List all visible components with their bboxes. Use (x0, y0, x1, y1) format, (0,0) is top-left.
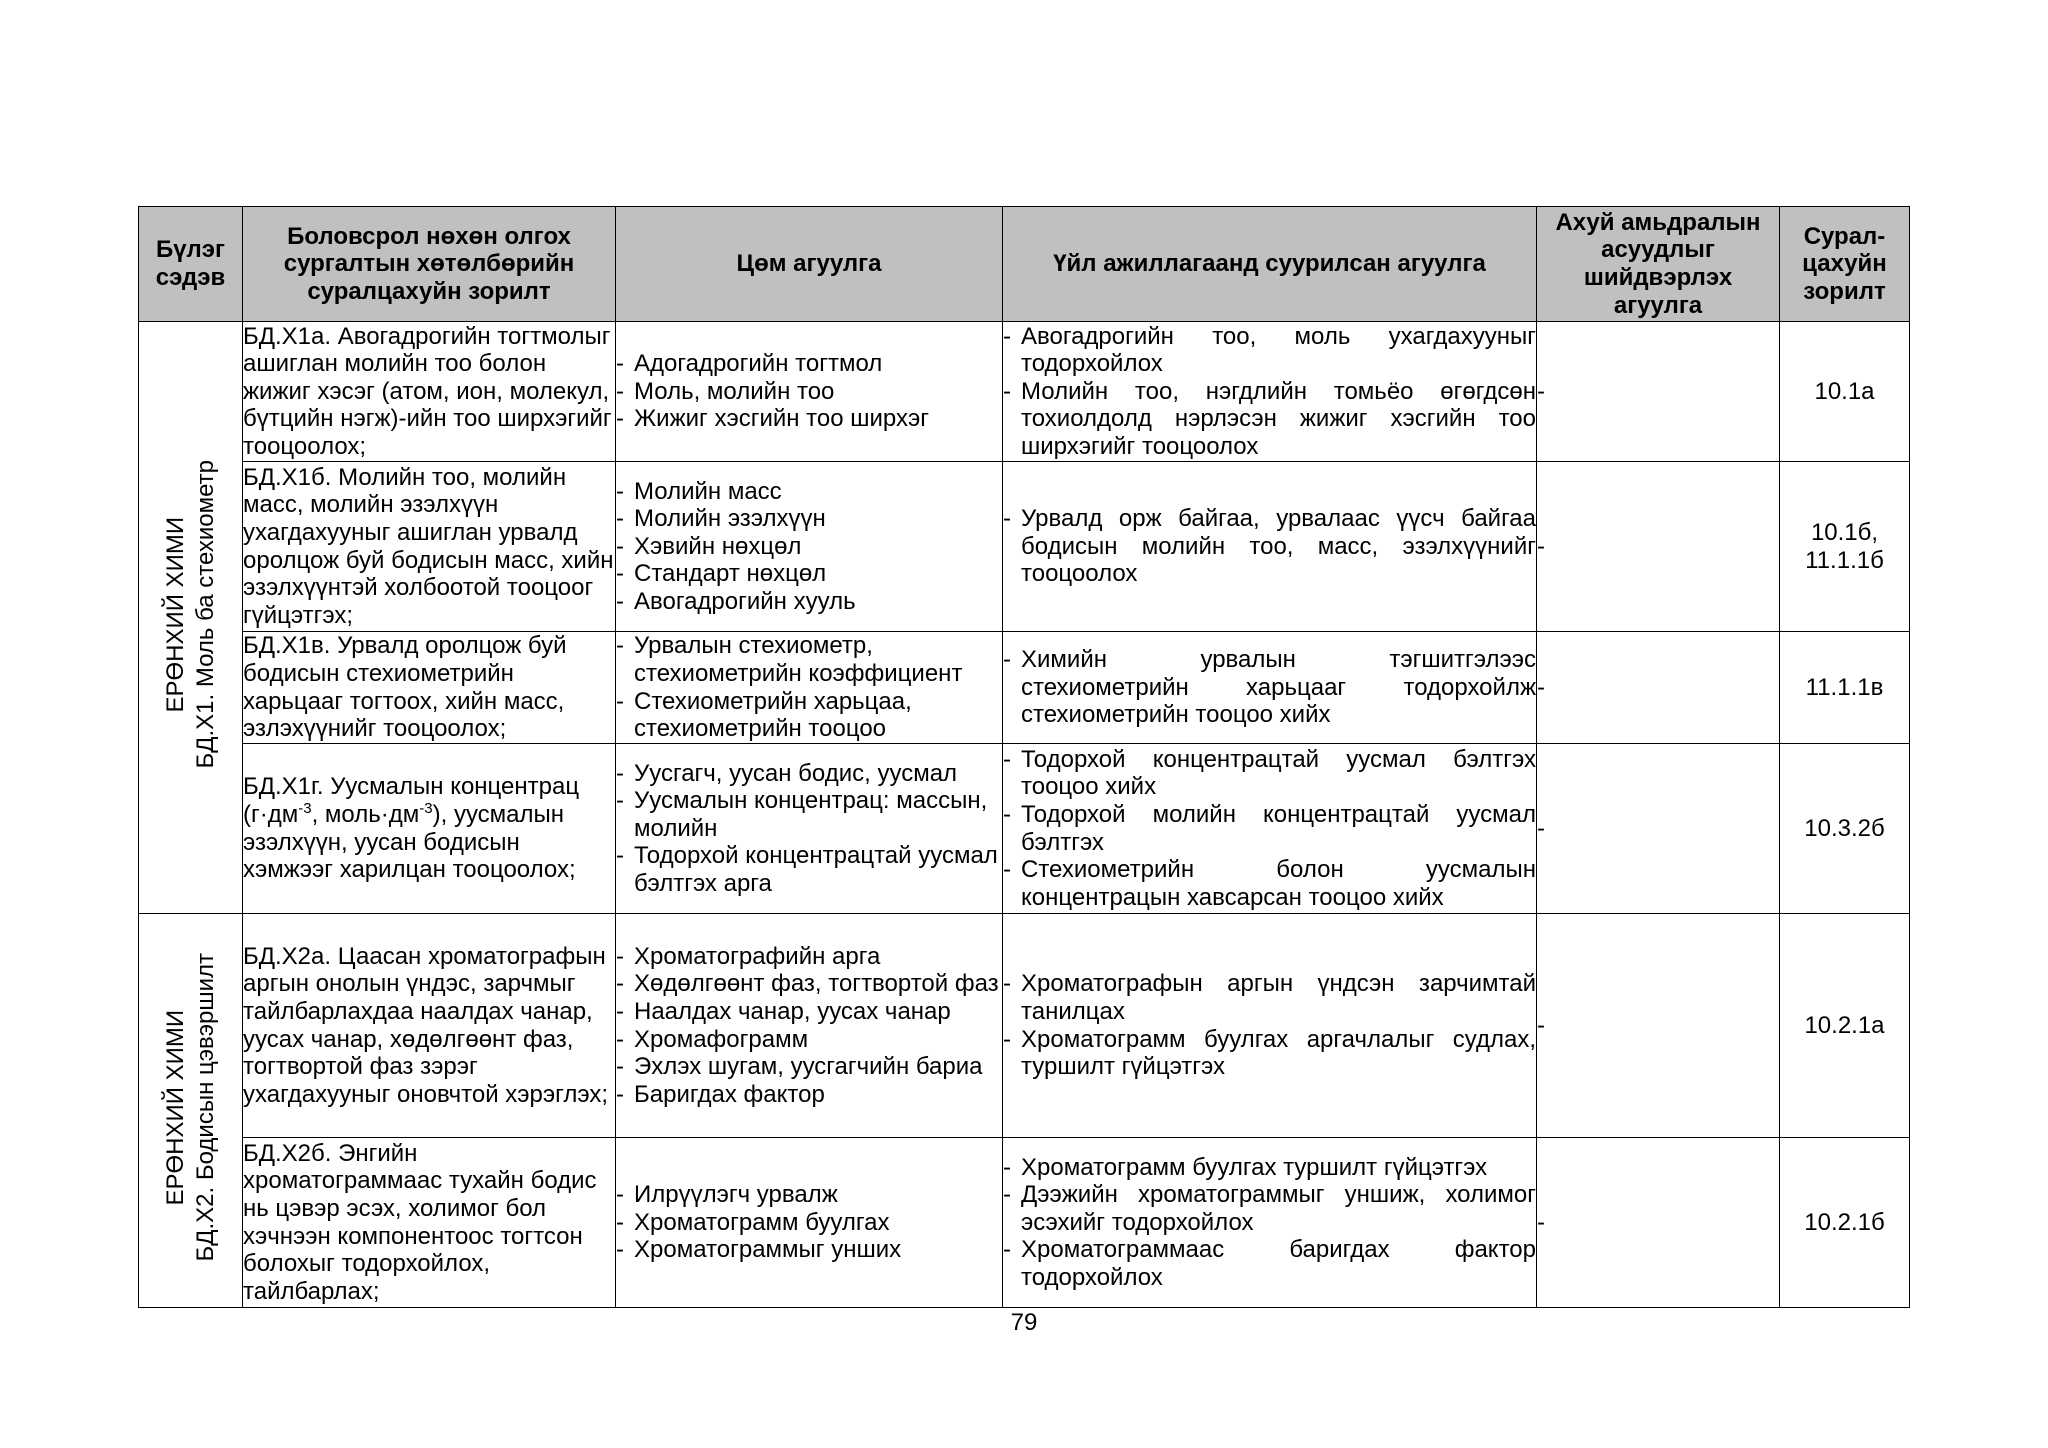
list-item: - Стандарт нөхцөл (616, 560, 1002, 588)
list-item: - Авогадрогийн хууль (616, 588, 1002, 616)
group-subject: ЕРӨНХИЙ ХИМИ (161, 1009, 189, 1206)
objective-code-cell: 10.3.2б (1780, 744, 1910, 914)
list-item: - Наалдах чанар, уусах чанар (616, 998, 1002, 1026)
core-content-cell (616, 1138, 1003, 1308)
core-content-cell (616, 462, 1003, 632)
objective-text: ), уусмалын эзэлхүүн, уусан бодисын хэмжээг харилцан тооцоолох; (243, 800, 576, 884)
group-cell (139, 322, 243, 914)
list-item: - Уусмалын концентрац: массын, молийн (616, 787, 1002, 842)
table-row (139, 462, 1910, 632)
list-item: - Хэвийн нөхцөл (616, 533, 1002, 561)
header-core-content: Цөм агуулга (616, 207, 1003, 322)
core-content-cell (616, 322, 1003, 462)
objective-cell (243, 1138, 616, 1308)
superscript: -3 (298, 799, 312, 817)
group-cell (139, 914, 243, 1308)
list-item: - Урвалын стехиометр, стехиометрийн коэффициент (616, 632, 1002, 687)
list-item: - Илрүүлэгч урвалж (616, 1181, 1002, 1209)
activity-content-list (1003, 323, 1536, 461)
activity-content-list (1003, 746, 1536, 912)
table-row (139, 322, 1910, 462)
life-content-cell: - (1537, 462, 1780, 632)
objective-cell (243, 914, 616, 1138)
objective-code-cell: 10.2.1б (1780, 1138, 1910, 1308)
list-item: - Авогадрогийн тоо, моль ухагдахууныг тодорхойлох (1003, 323, 1536, 378)
list-item: - Молийн тоо, нэгдлийн томьёо өгөгдсөн тохиолдолд нэрлэсэн жижиг хэсгийн тоо ширхэгийг тооцоолох (1003, 378, 1536, 461)
table-row (139, 914, 1910, 1138)
core-content-list (616, 943, 1002, 1109)
list-item: - Моль, молийн тоо (616, 378, 1002, 406)
objective-text: , моль·дм (311, 800, 420, 828)
table-row (139, 632, 1910, 744)
list-item: - Хроматограммыг унших (616, 1236, 1002, 1264)
list-item: - Хроматографийн арга (616, 943, 1002, 971)
objective-code-cell: 10.1а (1780, 322, 1910, 462)
list-item: - Хроматограммаас баригдах фактор тодорхойлох (1003, 1236, 1536, 1291)
objective-text: БД.Х2а. Цаасан хроматографын аргын онолын үндэс, зарчмыг тайлбарлахдаа наалдах чанар, уусах чанар, хөдөлгөөнт фаз, тогтвортой фаз зэрэг ухагдахууныг оновчтой хэрэглэх; (243, 942, 609, 1108)
list-item: - Жижиг хэсгийн тоо ширхэг (616, 405, 1002, 433)
list-item: - Адогадрогийн тогтмол (616, 350, 1002, 378)
objective-text: БД.Х1а. Авогадрогийн тогтмолыг ашиглан молийн тоо болон жижиг хэсэг (атом, ион, молекул, бүтцийн нэгж)-ийн тоо ширхэгийг тооцоолох; (243, 322, 612, 460)
core-content-list (616, 478, 1002, 616)
core-content-list (616, 350, 1002, 433)
list-item: - Тодорхой концентрацтай уусмал бэлтгэх тооцоо хийх (1003, 746, 1536, 801)
group-subject: ЕРӨНХИЙ ХИМИ (161, 516, 189, 713)
activity-content-list (1003, 505, 1536, 588)
life-content-cell: - (1537, 322, 1780, 462)
table-row (139, 744, 1910, 914)
list-item: - Стехиометрийн болон уусмалын концентрацын хавсарсан тооцоо хийх (1003, 856, 1536, 911)
list-item: - Дээжийн хроматограммыг уншиж, холимог эсэхийг тодорхойлох (1003, 1181, 1536, 1236)
header-row (139, 207, 1910, 322)
table-row (139, 1138, 1910, 1308)
objective-text: БД.Х1в. Урвалд оролцож буй бодисын стехиометрийн харьцааг тогтоох, хийн масс, эзлэхүүнийг тооцоолох; (243, 632, 567, 743)
objective-cell (243, 632, 616, 744)
group-label (161, 953, 221, 1262)
group-topic: БД.Х2. Бодисын цэвэршилт (191, 952, 219, 1262)
core-content-list (616, 1181, 1002, 1264)
list-item: - Молийн масс (616, 478, 1002, 506)
list-item: - Баригдах фактор (616, 1081, 1002, 1109)
list-item: - Стехиометрийн харьцаа, стехиометрийн тооцоо (616, 688, 1002, 743)
list-item: - Хроматограмм буулгах туршилт гүйцэтгэх (1003, 1154, 1536, 1182)
superscript: -3 (419, 799, 433, 817)
list-item: - Хроматографын аргын үндсэн зарчимтай танилцах (1003, 970, 1536, 1025)
core-content-cell (616, 744, 1003, 914)
objective-text: БД.Х1б. Молийн тоо, молийн масс, молийн эзэлхүүн ухагдахууныг ашиглан урвалд оролцож буй бодисын масс, хийн эзэлхүүнтэй холбоотой тооцоог гүйцэтгэх; (243, 463, 614, 629)
activity-content-cell (1003, 462, 1537, 632)
list-item: - Хроматограмм буулгах (616, 1209, 1002, 1237)
objective-code-cell: 10.2.1а (1780, 914, 1910, 1138)
header-objective: Боловсрол нөхөн олгох сургалтын хөтөлбөрийн суралцахуйн зорилт (243, 207, 616, 322)
life-content-cell: - (1537, 744, 1780, 914)
page-number: 79 (1010, 1309, 1038, 1336)
core-content-cell (616, 632, 1003, 744)
header-objective-code: Сурал- цахуйн зорилт (1780, 207, 1910, 322)
activity-content-cell (1003, 1138, 1537, 1308)
group-label (161, 460, 221, 769)
activity-content-cell (1003, 914, 1537, 1138)
objective-cell (243, 322, 616, 462)
list-item: - Эхлэх шугам, уусгагчийн бариа (616, 1053, 1002, 1081)
core-content-list (616, 760, 1002, 898)
life-content-cell: - (1537, 1138, 1780, 1308)
activity-content-list (1003, 970, 1536, 1080)
list-item: - Хөдөлгөөнт фаз, тогтвортой фаз (616, 970, 1002, 998)
objective-text: БД.Х1г. Уусмалын концентрац (г·дм (243, 773, 580, 828)
objective-code-cell: 11.1.1в (1780, 632, 1910, 744)
core-content-list (616, 632, 1002, 742)
activity-content-list (1003, 646, 1536, 729)
list-item: - Урвалд орж байгаа, урвалаас үүсч байгаа бодисын молийн тоо, масс, эзэлхүүнийг тооцоолох (1003, 505, 1536, 588)
activity-content-cell (1003, 744, 1537, 914)
life-content-cell: - (1537, 914, 1780, 1138)
life-content-cell: - (1537, 632, 1780, 744)
header-activity-content: Үйл ажиллагаанд суурилсан агуулга (1003, 207, 1537, 322)
activity-content-cell (1003, 632, 1537, 744)
objective-code-cell: 10.1б, 11.1.1б (1780, 462, 1910, 632)
list-item: - Тодорхой концентрацтай уусмал бэлтгэх арга (616, 842, 1002, 897)
objective-cell (243, 744, 616, 914)
objective-cell (243, 462, 616, 632)
curriculum-table (138, 206, 1910, 1308)
list-item: - Хроматограмм буулгах аргачлалыг судлах, туршилт гүйцэтгэх (1003, 1026, 1536, 1081)
activity-content-list (1003, 1154, 1536, 1292)
list-item: - Тодорхой молийн концентрацтай уусмал бэлтгэх (1003, 801, 1536, 856)
activity-content-cell (1003, 322, 1537, 462)
table-body (139, 322, 1910, 1308)
list-item: - Хромафограмм (616, 1026, 1002, 1054)
list-item: - Уусгагч, уусан бодис, уусмал (616, 760, 1002, 788)
header-group: Бүлэг сэдэв (139, 207, 243, 322)
group-topic: БД.Х1. Моль ба стехиометр (191, 459, 219, 769)
objective-text: БД.Х2б. Энгийн хроматограммаас тухайн бодис нь цэвэр эсэх, холимог бол хэчнээн компонентоос тогтсон болохыг тодорхойлох, тайлбарлах; (243, 1139, 597, 1305)
list-item: - Молийн эзэлхүүн (616, 505, 1002, 533)
core-content-cell (616, 914, 1003, 1138)
header-life-content: Ахуй амьдралын асуудлыг шийдвэрлэх агуулга (1537, 207, 1780, 322)
list-item: - Химийн урвалын тэгшитгэлээс стехиометрийн харьцааг тодорхойлж стехиометрийн тооцоо хийх (1003, 646, 1536, 729)
